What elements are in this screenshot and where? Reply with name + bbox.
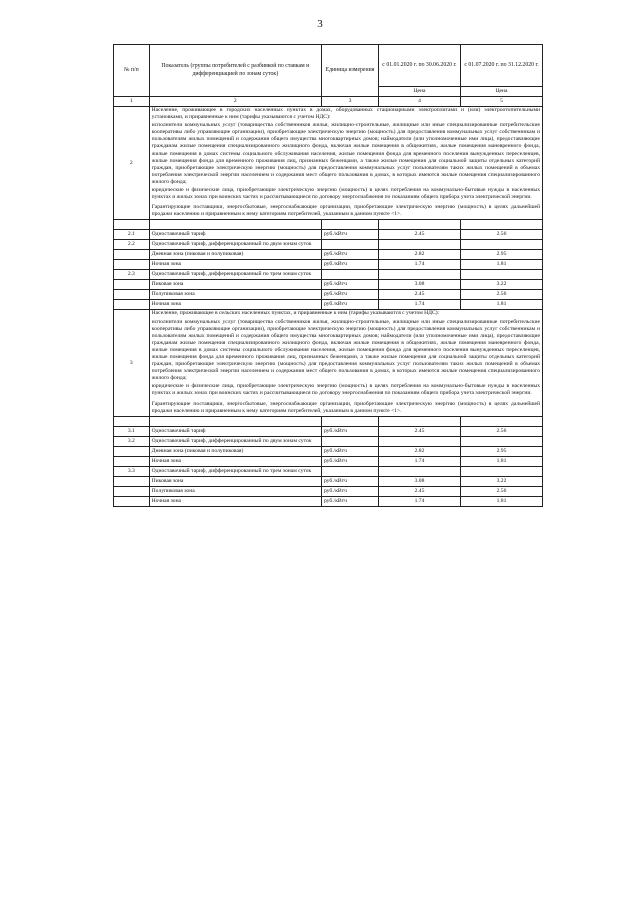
row-price-2: 2.56 (460, 426, 542, 436)
spacer-row (114, 416, 543, 426)
row-price-1: 2.45 (378, 290, 460, 300)
row-price-1 (378, 240, 460, 250)
section-title: Население, проживающее в сельских населенных пунктах, и приравненные к ним (тарифы указываются с учетом НДС): (151, 310, 440, 317)
row-unit (321, 436, 378, 446)
section-paragraph: исполнители коммунальных услуг (товарищества собственников жилья, жилищно-строительные, жилищные или иные специализированные потребительские кооперативы либо управляющие организации), приобретающие электрическую энергию (мощность) для предоставления коммунальных услуг собственникам и пользователям жилых помещений и содержания общего имущества многоквартирных домов; наймодатели (или уполномоченные ими лица), предоставляющие гражданам жилые помещения специализированного жилищного фонда, включая жилые помещения в общежитиях, жилые помещения маневренного фонда, жилые помещения в домах системы социального обслуживания населения, жилые помещения фонда для временного поселения вынужденных переселенцев, жилые помещения фонда для временного проживания лиц, признанных беженцами, а также жилые помещения для социальной защиты отдельных категорий граждан, приобретающие электрическую энергию (мощность) для предоставления коммунальных услуг пользователям таких жилых помещений в объемах потребления электрической энергии населением и содержания мест общего пользования в домах, в которых имеются жилые помещения специализированного жилого фонда; (151, 318, 540, 382)
row-unit: руб./кВтч (321, 446, 378, 456)
table-row (114, 446, 543, 456)
column-index: 3 (321, 97, 378, 107)
row-unit: руб./кВтч (321, 456, 378, 466)
row-label: Ночная зона (149, 300, 321, 310)
row-price-2 (460, 270, 542, 280)
row-price-1: 2.45 (378, 486, 460, 496)
row-label: Ночная зона (149, 260, 321, 270)
column-index: 4 (378, 97, 460, 107)
row-number (114, 486, 150, 496)
section-paragraph: юридические и физические лица, приобретающие электрическую энергию (мощность) в целях потребления на коммунально-бытовые нужды в населенных пунктах и жилых зонах при воинских частях и рассчитывающиеся по договору энергоснабжения по показаниям общего прибора учета электрической энергии. (151, 187, 540, 201)
row-unit: руб./кВтч (321, 260, 378, 270)
row-price-2 (460, 466, 542, 476)
row-price-1: 1.74 (378, 260, 460, 270)
row-label: Одноставочный тариф, дифференцированный по двум зонам суток (149, 240, 321, 250)
section-number: 2 (114, 107, 150, 220)
row-price-2: 2.56 (460, 290, 542, 300)
row-number: 3.1 (114, 426, 150, 436)
table-row (114, 230, 543, 240)
column-index: 1 (114, 97, 150, 107)
table-row (114, 466, 543, 476)
row-price-2: 1.81 (460, 456, 542, 466)
row-price-2: 2.56 (460, 486, 542, 496)
section-paragraph: Гарантирующие поставщики, энергосбытовые, энергоснабжающие организации, приобретающие электрическую энергию (мощность) в целях дальнейшей продажи населению и приравненным к нему категориям потребителей, указанным в данном пункте <1>. (151, 204, 540, 218)
row-price-1: 1.74 (378, 300, 460, 310)
row-label: Одноставочный тариф, дифференцированный по трем зонам суток (149, 466, 321, 476)
header-price-1: Цена (378, 87, 460, 97)
column-index: 5 (460, 97, 542, 107)
row-price-1: 1.74 (378, 456, 460, 466)
section-description (149, 310, 542, 416)
table-row (114, 436, 543, 446)
row-number (114, 260, 150, 270)
row-number (114, 446, 150, 456)
row-price-2 (460, 240, 542, 250)
row-price-1: 2.82 (378, 250, 460, 260)
table-row (114, 280, 543, 290)
section-description-row (114, 107, 543, 220)
row-label: Дневная зона (пиковая и полупиковая) (149, 446, 321, 456)
header-number: № п/п (114, 45, 150, 97)
row-label: Одноставочный тариф, дифференцированный по трем зонам суток (149, 270, 321, 280)
row-unit (321, 466, 378, 476)
row-number (114, 250, 150, 260)
row-unit: руб./кВтч (321, 300, 378, 310)
row-label: Полупиковая зона (149, 290, 321, 300)
row-price-1: 2.45 (378, 230, 460, 240)
header-indicator: Показатель (группы потребителей с разбивкой по ставкам и дифференциацией по зонам суток) (149, 45, 321, 97)
section-paragraph: исполнители коммунальных услуг (товарищества собственников жилья, жилищно-строительные, жилищные или иные специализированные потребительские кооперативы либо управляющие организации), приобретающие электрическую энергию (мощность) для предоставления коммунальных услуг собственникам и пользователям жилых помещений и содержания общего имущества многоквартирных домов; наймодатели (или уполномоченные ими лица), предоставляющие гражданам жилые помещения специализированного жилищного фонда, включая жилые помещения в общежитиях, жилые помещения маневренного фонда, жилые помещения в домах системы социального обслуживания населения, жилые помещения фонда для временного поселения вынужденных переселенцев, жилые помещения фонда для временного проживания лиц, признанных беженцами, а также жилые помещения для социальной защиты отдельных категорий граждан, приобретающие электрическую энергию (мощность) для предоставления коммунальных услуг пользователям таких жилых помещений в объемах потребления электрической энергии населением и содержания мест общего пользования в домах, в которых имеются жилые помещения специализированного жилого фонда; (151, 122, 540, 185)
row-price-2 (460, 436, 542, 446)
row-label: Ночная зона (149, 496, 321, 506)
row-unit: руб./кВтч (321, 476, 378, 486)
row-price-2: 2.95 (460, 250, 542, 260)
header-period-2: с 01.07.2020 г. по 31.12.2020 г. (460, 45, 542, 87)
row-price-2: 3.22 (460, 476, 542, 486)
row-number (114, 280, 150, 290)
row-price-2: 2.56 (460, 230, 542, 240)
row-number: 3.3 (114, 466, 150, 476)
row-unit: руб./кВтч (321, 290, 378, 300)
row-number (114, 496, 150, 506)
section-paragraph: Гарантирующие поставщики, энергосбытовые, энергоснабжающие организации, приобретающие электрическую энергию (мощность) в целях дальнейшей продажи населению и приравненным к нему категориям потребителей, указанным в данном пункте <1>. (151, 400, 540, 414)
row-unit: руб./кВтч (321, 250, 378, 260)
section-description (149, 107, 542, 220)
table-row (114, 260, 543, 270)
row-unit: руб./кВтч (321, 486, 378, 496)
table-row (114, 240, 543, 250)
table-row (114, 496, 543, 506)
table-row (114, 476, 543, 486)
table-row (114, 456, 543, 466)
table-row (114, 426, 543, 436)
row-label: Одноставочный тариф (149, 426, 321, 436)
row-price-2: 1.81 (460, 300, 542, 310)
row-label: Пиковая зона (149, 280, 321, 290)
row-price-1 (378, 466, 460, 476)
section-paragraph: юридические и физические лица, приобретающие электрическую энергию (мощность) в целях потребления на коммунально-бытовые нужды в населенных пунктах и жилых зонах при воинских частях и рассчитывающиеся по договору энергоснабжения по показаниям общего прибора учета электрической энергии. (151, 383, 540, 397)
header-unit: Единица измерения (321, 45, 378, 97)
row-number: 2.3 (114, 270, 150, 280)
row-price-1 (378, 270, 460, 280)
row-price-1: 3.08 (378, 476, 460, 486)
page-number: 3 (317, 18, 323, 30)
table-row (114, 250, 543, 260)
column-index: 2 (149, 97, 321, 107)
row-unit: руб./кВтч (321, 230, 378, 240)
section-description-row (114, 310, 543, 416)
tariff-table (113, 44, 543, 507)
section-title: Население, проживающее в городских населенных пунктах в домах, оборудованных стационарными электроплитами и (или) электроотопительными установками, и приравненные к ним (тарифы указываются с учетом НДС): (151, 107, 540, 121)
row-unit: руб./кВтч (321, 280, 378, 290)
section-number: 3 (114, 310, 150, 416)
row-price-1: 1.74 (378, 496, 460, 506)
row-price-2: 3.22 (460, 280, 542, 290)
column-index-row (114, 97, 543, 107)
row-unit (321, 240, 378, 250)
row-label: Полупиковая зона (149, 486, 321, 496)
row-number: 2.2 (114, 240, 150, 250)
row-number: 2.1 (114, 230, 150, 240)
row-label: Дневная зона (пиковая и полупиковая) (149, 250, 321, 260)
table-header-row (114, 45, 543, 87)
row-price-1: 2.45 (378, 426, 460, 436)
row-number: 3.2 (114, 436, 150, 446)
row-label: Пиковая зона (149, 476, 321, 486)
row-label: Ночная зона (149, 456, 321, 466)
header-price-2: Цена (460, 87, 542, 97)
row-price-2: 1.81 (460, 496, 542, 506)
row-label: Одноставочный тариф (149, 230, 321, 240)
row-number (114, 456, 150, 466)
row-price-2: 1.81 (460, 260, 542, 270)
row-price-1: 2.82 (378, 446, 460, 456)
header-period-1: с 01.01.2020 г. по 30.06.2020 г. (378, 45, 460, 87)
row-price-1 (378, 436, 460, 446)
table-row (114, 300, 543, 310)
row-unit (321, 270, 378, 280)
row-unit: руб./кВтч (321, 426, 378, 436)
spacer-row (114, 220, 543, 230)
table-row (114, 270, 543, 280)
row-number (114, 476, 150, 486)
row-price-1: 3.08 (378, 280, 460, 290)
row-label: Одноставочный тариф, дифференцированный по двум зонам суток (149, 436, 321, 446)
row-unit: руб./кВтч (321, 496, 378, 506)
table-row (114, 290, 543, 300)
row-number (114, 300, 150, 310)
table-row (114, 486, 543, 496)
row-number (114, 290, 150, 300)
row-price-2: 2.95 (460, 446, 542, 456)
